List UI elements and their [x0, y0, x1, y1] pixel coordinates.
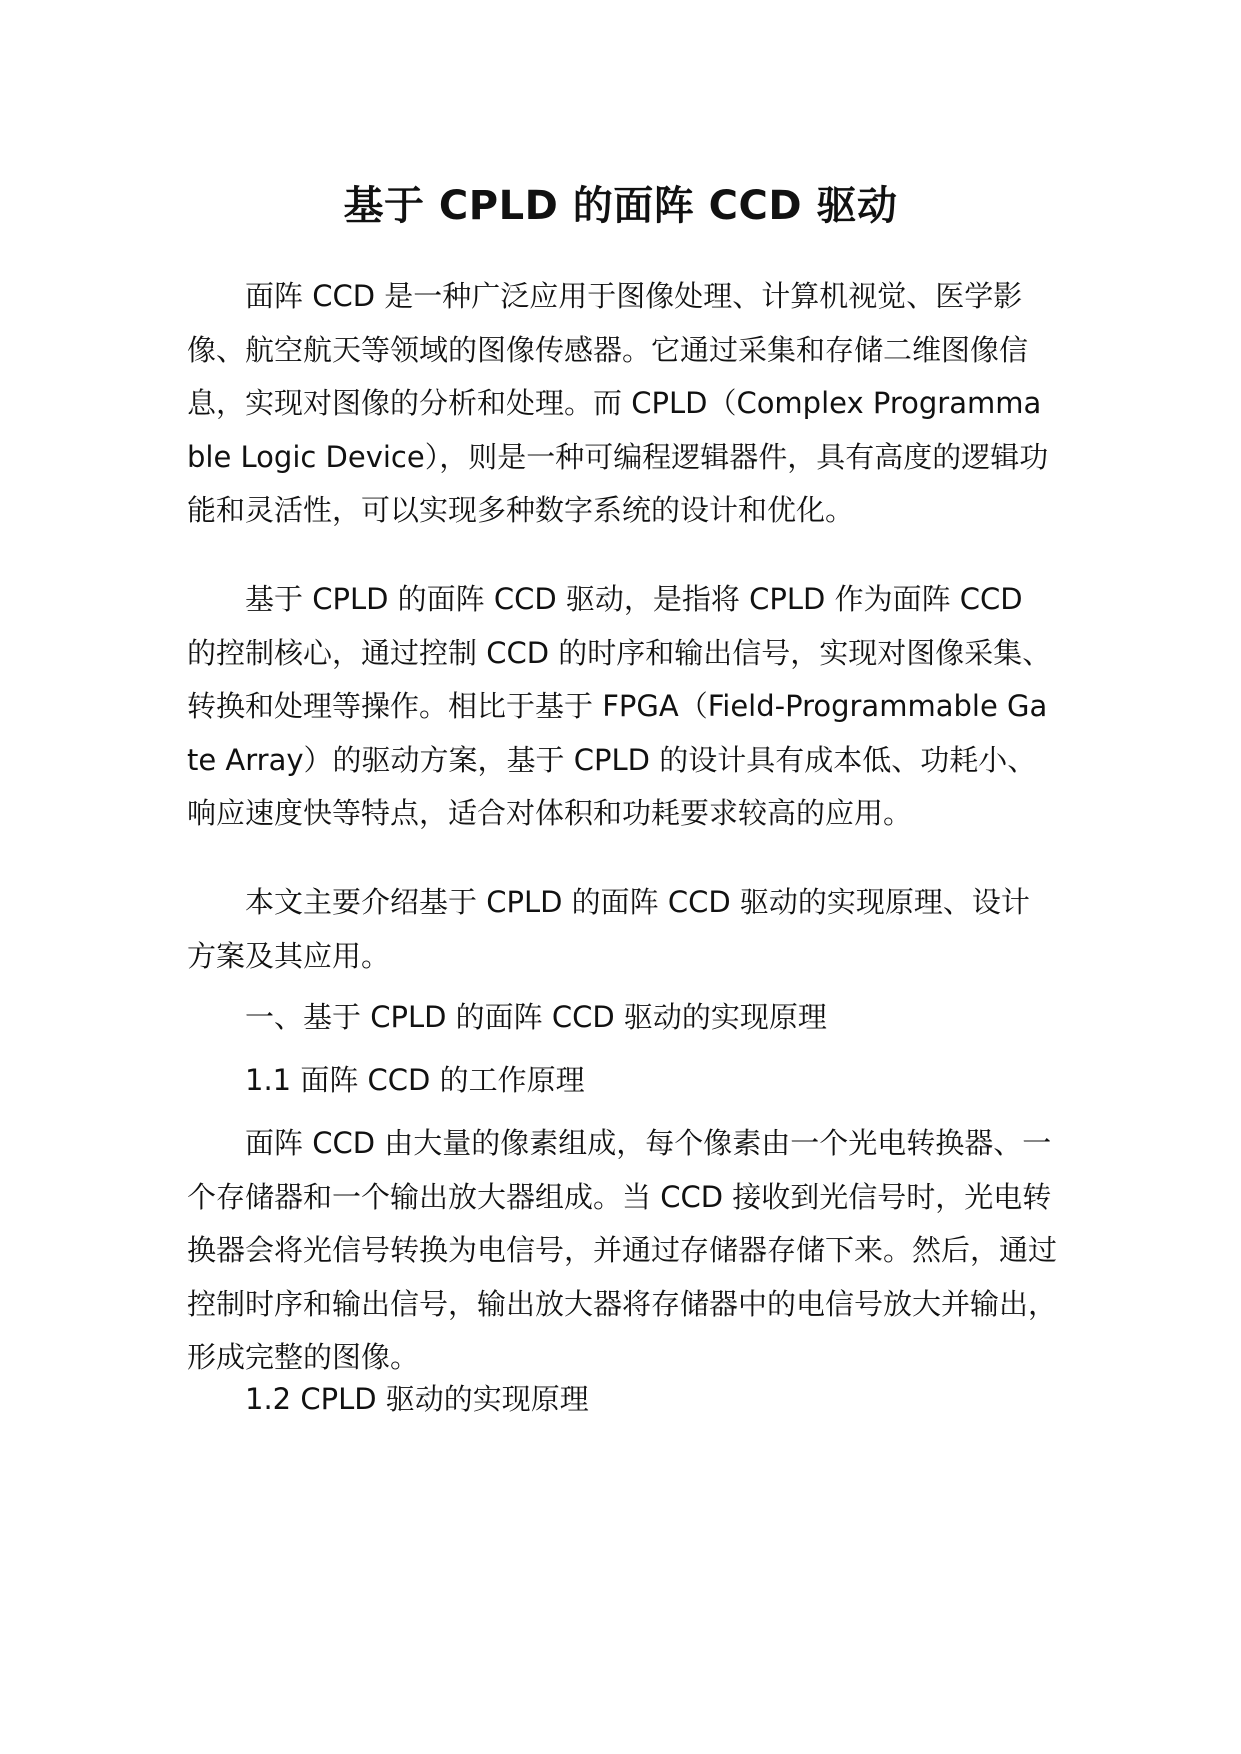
document-title: 基于 CPLD 的面阵 CCD 驱动 [343, 183, 898, 229]
section-heading-1: 一、基于 CPLD 的面阵 CCD 驱动的实现原理 [245, 1000, 827, 1034]
subsection-heading-1-1: 1.1 面阵 CCD 的工作原理 [245, 1063, 585, 1097]
paragraph-article-scope: 本文主要介绍基于 CPLD 的面阵 CCD 驱动的实现原理、设计方案及其应用。 [187, 885, 1030, 973]
paragraph-cpld-driver: 基于 CPLD 的面阵 CCD 驱动，是指将 CPLD 作为面阵 CCD 的控制核心，通过控制 CCD 的时序和输出信号，实现对图像采集、转换和处理等操作。相比于基于 FPGA（Field-Programmable Gate Array）的驱动方案，基于 CPLD 的设计具有成本低、功耗小、响应速度快等特点，适合对体积和功耗要求较高的应用。 [187, 582, 1052, 830]
paragraph-intro-ccd: 面阵 CCD 是一种广泛应用于图像处理、计算机视觉、医学影像、航空航天等领域的图像传感器。它通过采集和存储二维图像信息，实现对图像的分析和处理。而 CPLD（Complex Programmable Logic Device），则是一种可编程逻辑器件，具有高度的逻辑功能和灵活性，可以实现多种数字系统的设计和优化。 [187, 279, 1049, 527]
subsection-heading-1-2: 1.2 CPLD 驱动的实现原理 [245, 1382, 589, 1416]
paragraph-ccd-working-principle: 面阵 CCD 由大量的像素组成，每个像素由一个光电转换器、一个存储器和一个输出放大器组成。当 CCD 接收到光信号时，光电转换器会将光信号转换为电信号，并通过存储器存储下来。然后，通过控制时序和输出信号，输出放大器将存储器中的电信号放大并输出，形成完整的图像。 [187, 1126, 1058, 1374]
